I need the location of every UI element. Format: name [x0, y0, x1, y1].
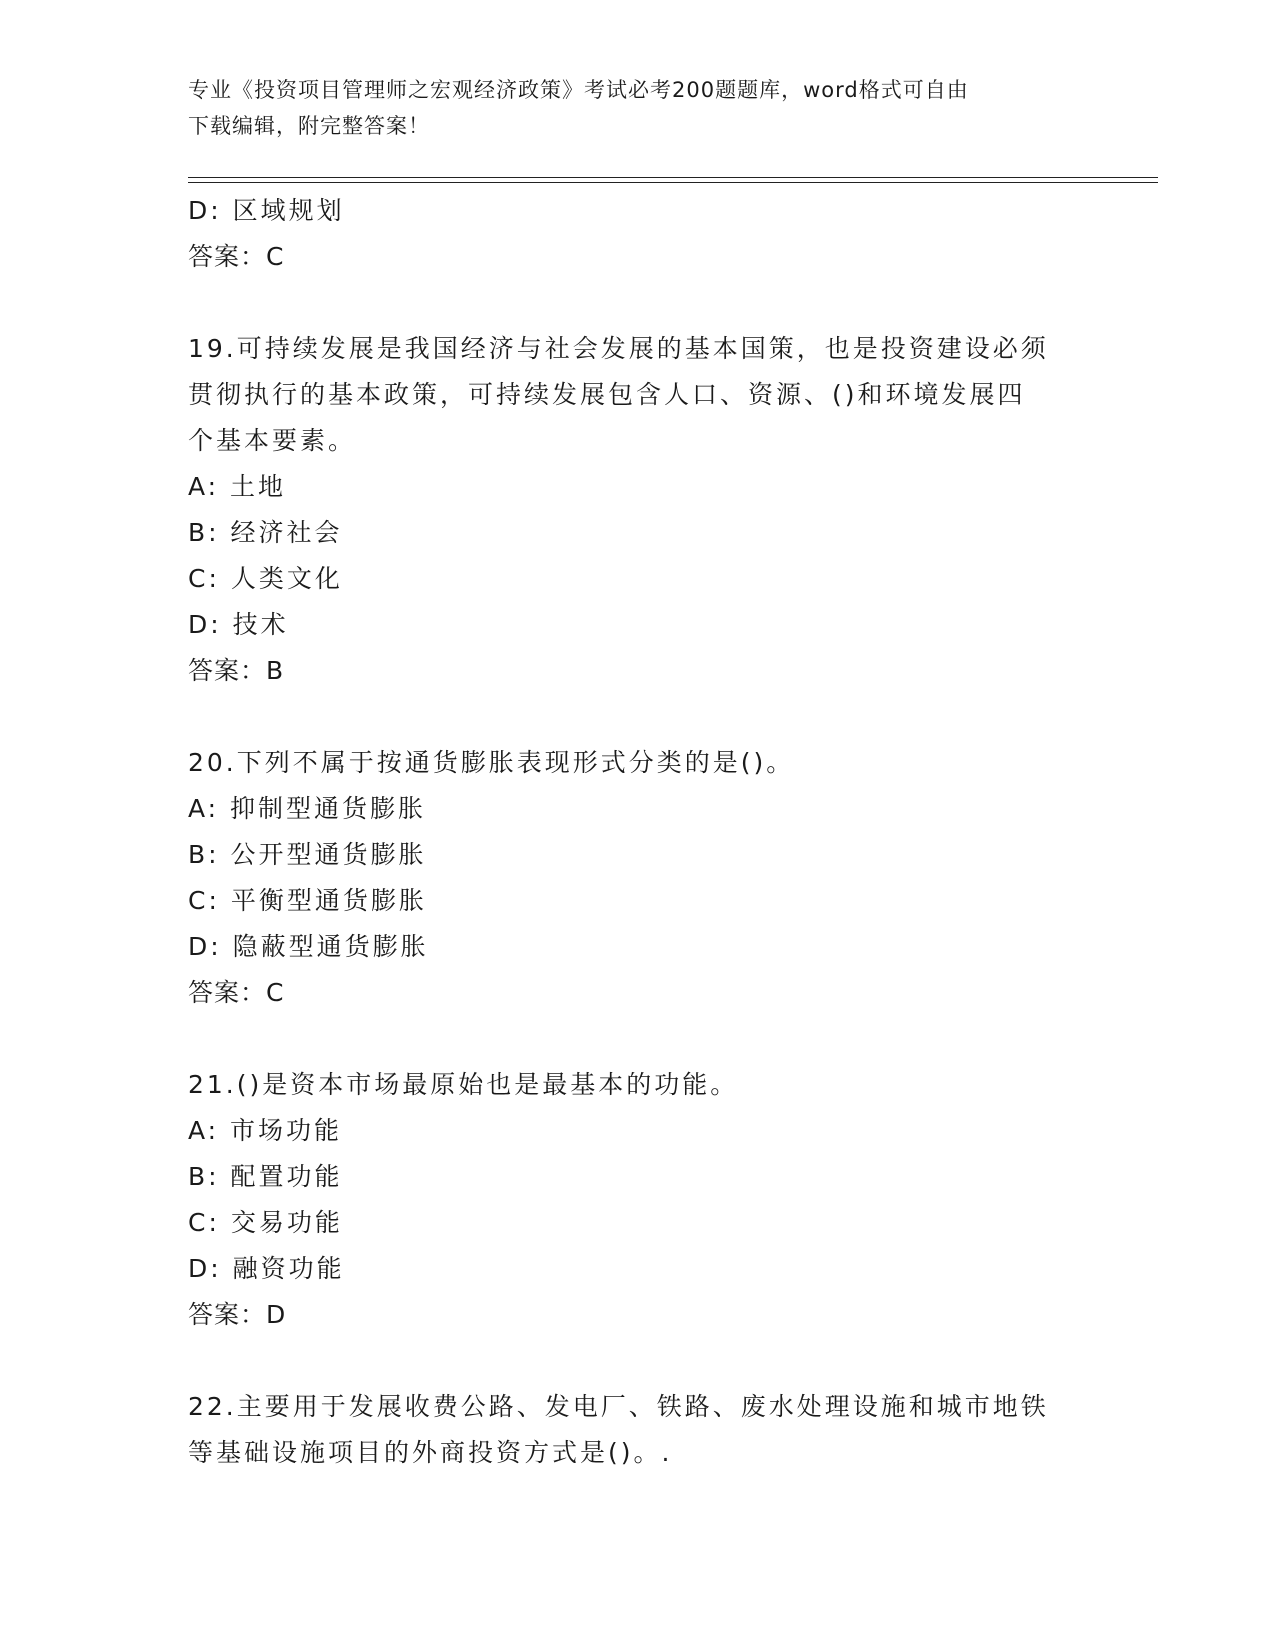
header-divider-top: [188, 177, 1158, 178]
q20-option-a: A: 抑制型通货膨胀: [188, 794, 427, 823]
q20-text-line-1: 20.下列不属于按通货膨胀表现形式分类的是()。: [188, 748, 795, 777]
document-body: [188, 188, 1088, 1476]
q19-answer: 答案：B: [188, 656, 285, 685]
q19-text-line-3: 个基本要素。: [188, 426, 357, 455]
question-19: [188, 326, 1088, 694]
question-22: [188, 1384, 1088, 1476]
q19-text-line-1: 19.可持续发展是我国经济与社会发展的基本国策，也是投资建设必须: [188, 334, 1049, 363]
prev-option-d: D: 区域规划: [188, 196, 345, 225]
document-header: [188, 72, 1088, 144]
q22-text-line-1: 22.主要用于发展收费公路、发电厂、铁路、废水处理设施和城市地铁: [188, 1392, 1049, 1421]
q19-text-line-2: 贯彻执行的基本政策，可持续发展包含人口、资源、()和环境发展四: [188, 380, 1026, 409]
q21-text-line-1: 21.()是资本市场最原始也是最基本的功能。: [188, 1070, 739, 1099]
q20-option-b: B: 公开型通货膨胀: [188, 840, 427, 869]
q22-text-line-2: 等基础设施项目的外商投资方式是()。.: [188, 1438, 673, 1467]
q19-option-b: B: 经济社会: [188, 518, 343, 547]
q20-option-c: C: 平衡型通货膨胀: [188, 886, 427, 915]
q20-answer: 答案：C: [188, 978, 285, 1007]
q21-answer: 答案：D: [188, 1300, 287, 1329]
q19-option-c: C: 人类文化: [188, 564, 343, 593]
header-line-2: 下载编辑，附完整答案！: [188, 114, 430, 138]
prev-answer: 答案：C: [188, 242, 285, 271]
q21-option-a: A: 市场功能: [188, 1116, 343, 1145]
question-21: [188, 1062, 1088, 1338]
q21-option-d: D: 融资功能: [188, 1254, 345, 1283]
q20-option-d: D: 隐蔽型通货膨胀: [188, 932, 429, 961]
q19-option-d: D: 技术: [188, 610, 289, 639]
q21-option-b: B: 配置功能: [188, 1162, 343, 1191]
q21-option-c: C: 交易功能: [188, 1208, 343, 1237]
header-line-1: 专业《投资项目管理师之宏观经济政策》考试必考200题题库，word格式可自由: [188, 78, 969, 102]
question-20: [188, 740, 1088, 1016]
q19-option-a: A: 土地: [188, 472, 287, 501]
header-divider-bottom: [188, 182, 1158, 183]
